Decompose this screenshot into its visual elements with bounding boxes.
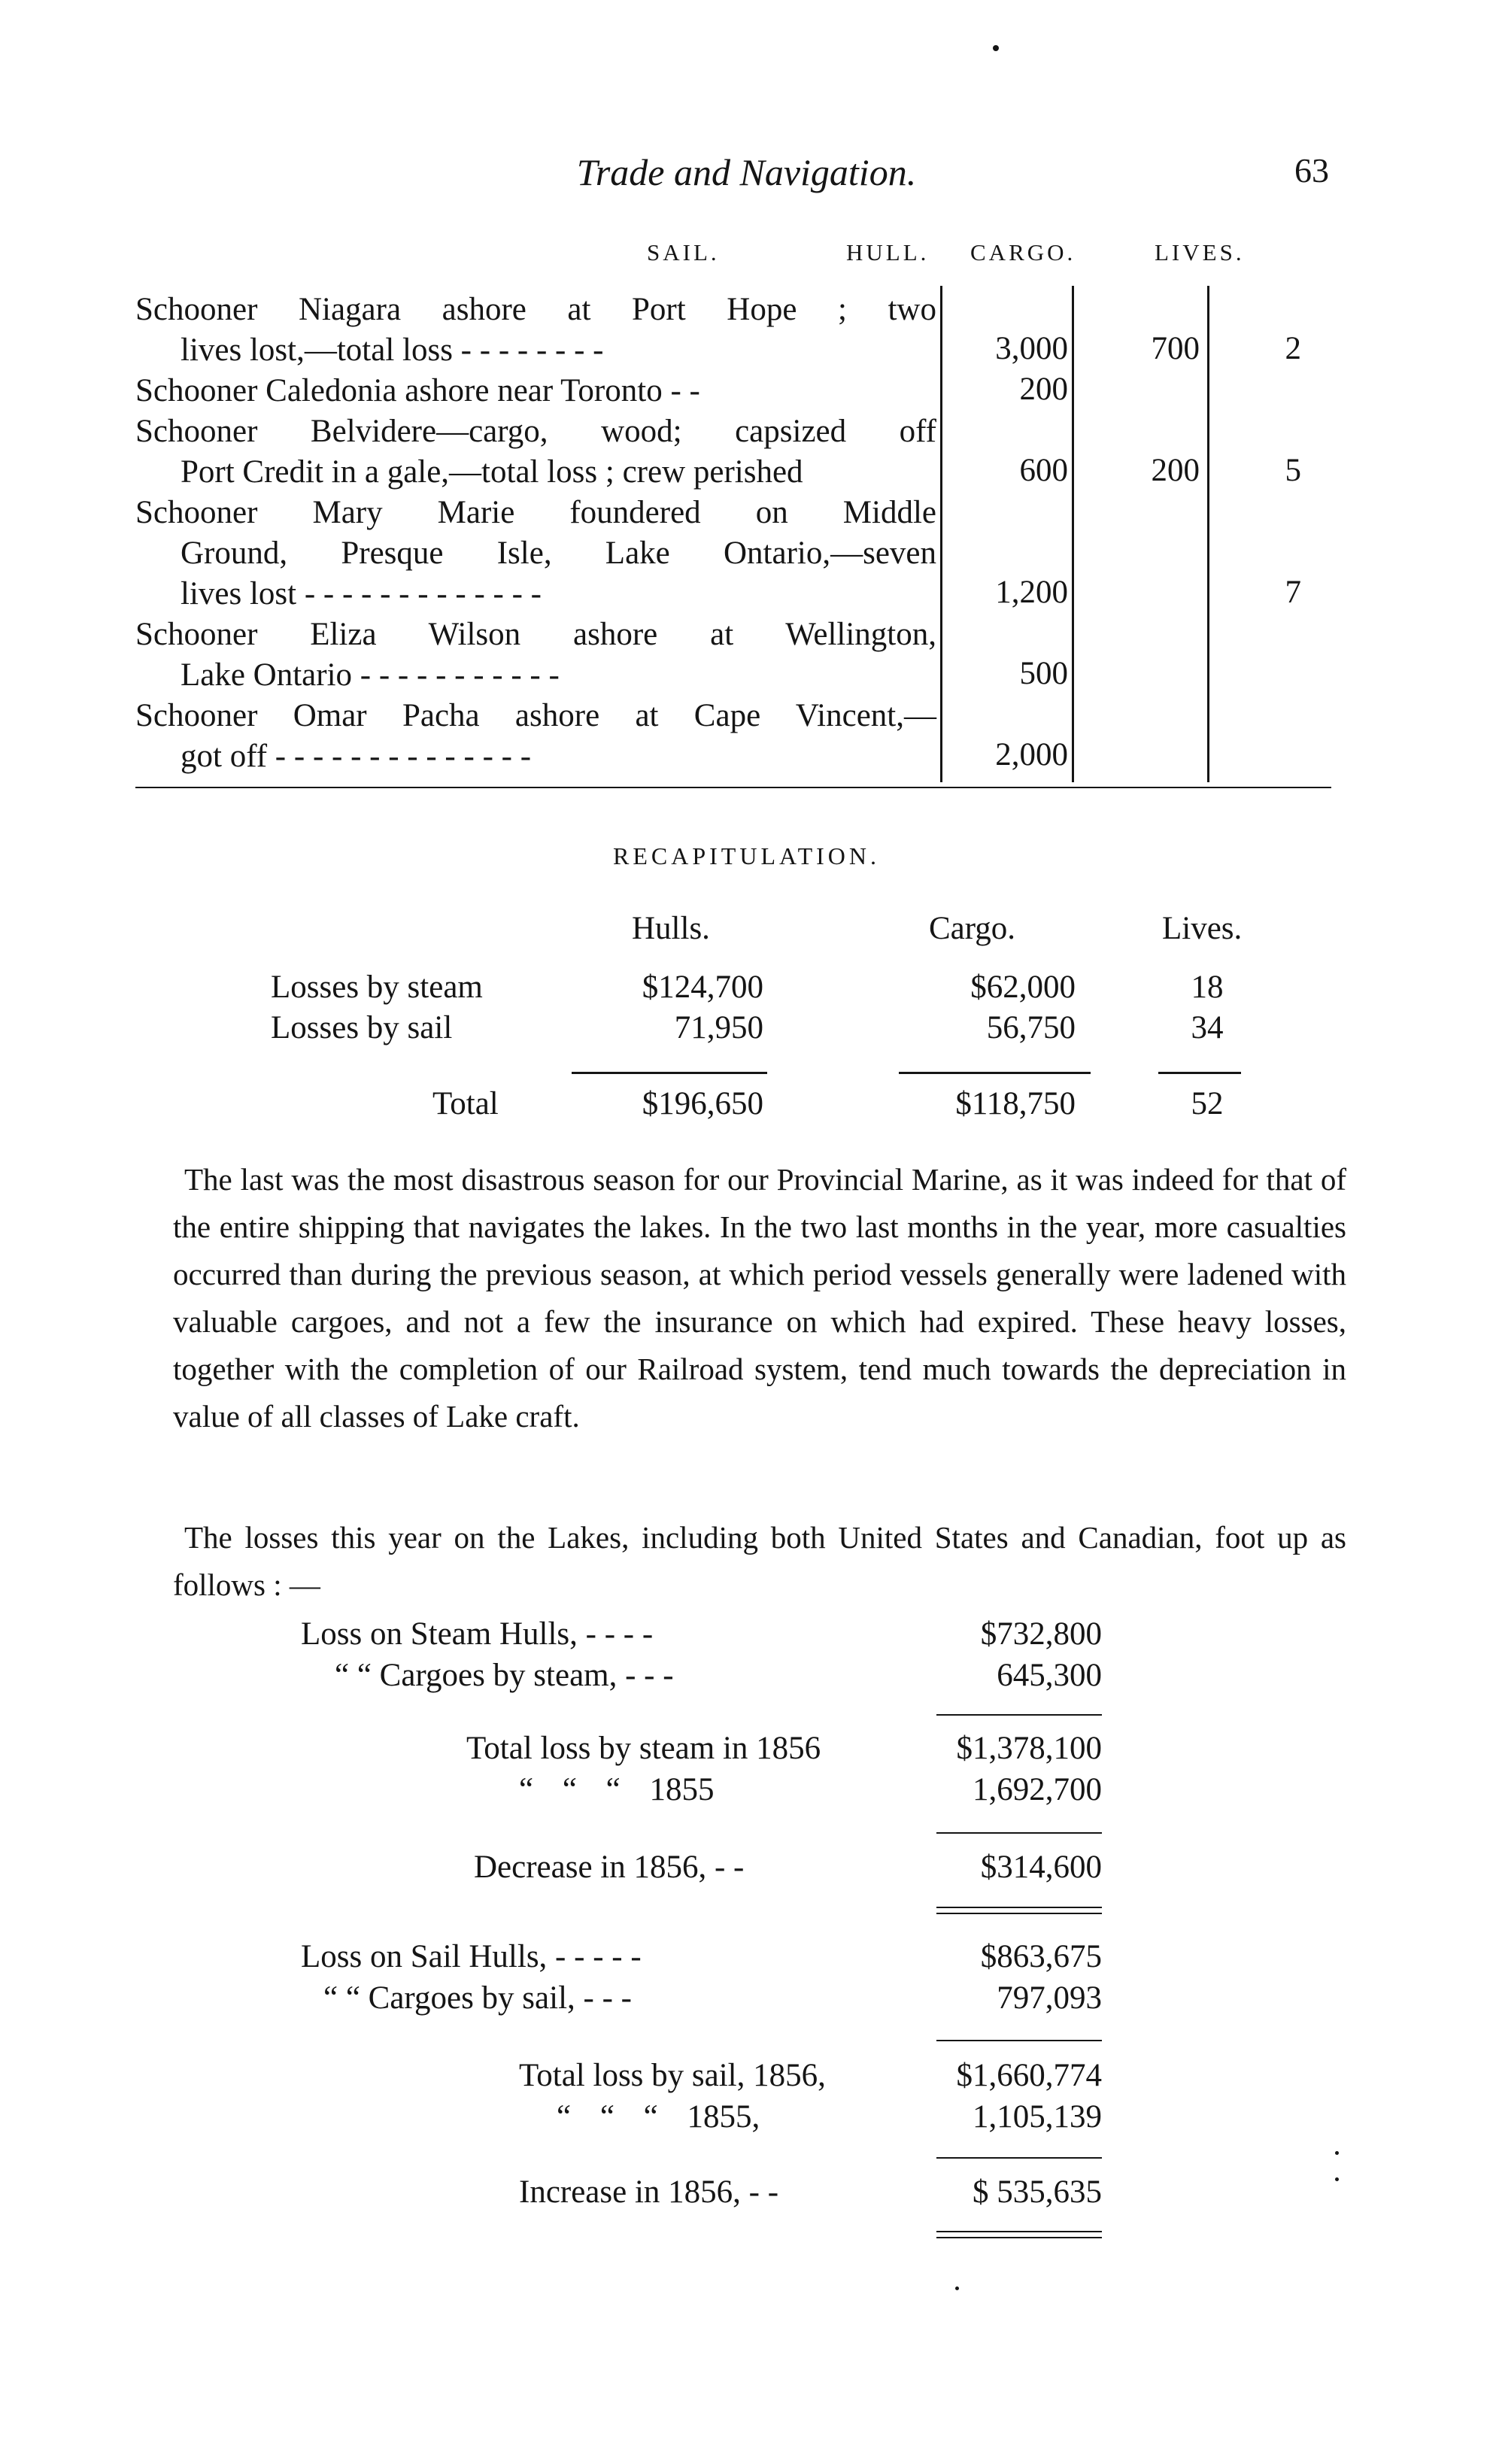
recap-total-label: Total — [432, 1086, 499, 1121]
page-running-title: Trade and Navigation. — [576, 151, 917, 193]
vessel-line: Schooner Belvidere—cargo, wood; capsized off — [135, 414, 936, 449]
summary-label: Loss on Steam Hulls, - - - - — [301, 1616, 654, 1652]
summary-label: “ “ “ 1855 — [519, 1772, 715, 1807]
hull-value: 3,000 — [995, 331, 1068, 366]
summary-value: $ 535,635 — [973, 2174, 1102, 2210]
summary-label: Increase in 1856, - - — [519, 2174, 779, 2210]
print-speck — [955, 2286, 959, 2290]
recap-header-cargo: Cargo. — [929, 911, 1016, 946]
summary-rule — [936, 1832, 1102, 1834]
vessel-entry-eliza-wilson — [135, 614, 936, 696]
hull-value: 500 — [1019, 656, 1068, 691]
summary-value: 645,300 — [997, 1658, 1102, 1693]
hull-value: 200 — [1019, 372, 1068, 407]
vessel-line: Port Credit in a gale,—total loss ; crew perished — [181, 454, 803, 490]
hull-value: 1,200 — [995, 575, 1068, 610]
summary-double-rule — [936, 1913, 1102, 1914]
recap-hulls-value: $124,700 — [642, 970, 763, 1005]
vessel-entry-caledonia — [135, 371, 936, 411]
summary-label: “ “ Cargoes by steam, - - - — [335, 1658, 674, 1693]
vessel-line: Schooner Caledonia ashore near Toronto - - — [135, 373, 700, 408]
vessel-line: Schooner Mary Marie foundered on Middle — [135, 495, 936, 530]
recap-header-hulls: Hulls. — [632, 911, 710, 946]
table-rule-right — [1207, 286, 1209, 782]
summary-value: $863,675 — [980, 1939, 1102, 1974]
summary-label: “ “ Cargoes by sail, - - - — [323, 1980, 632, 2016]
vessel-line: Schooner Omar Pacha ashore at Cape Vincent,— — [135, 698, 936, 733]
recap-lives-value: 18 — [1191, 970, 1224, 1005]
body-paragraph: The last was the most disastrous season for our Provincial Marine, as it was indeed for that of the entire shipping that navigates the lakes. In the two last months in the year, more casualties occurred than during the previous season, at which period vessels generally were ladened with valuable cargoes, and not a few the insurance on which had expired. These heavy losses, together with the completion of our Railroad system, tend much towards the depreciation in value of all classes of Lake craft. — [173, 1162, 1346, 1434]
vessel-entry-niagara — [135, 290, 936, 371]
print-speck — [993, 45, 999, 51]
hull-value: 600 — [1019, 453, 1068, 488]
summary-rule — [936, 2157, 1102, 2159]
summary-value: $1,378,100 — [956, 1731, 1102, 1766]
cargo-value: 700 — [1151, 331, 1200, 366]
vessel-line: Schooner Niagara ashore at Port Hope ; two — [135, 292, 936, 327]
recap-total-hulls: $196,650 — [642, 1086, 763, 1121]
table-rule-middle — [1072, 286, 1074, 782]
recap-total-cargo: $118,750 — [955, 1086, 1076, 1121]
cargo-value: 200 — [1151, 453, 1200, 488]
vessel-line: lives lost,—total loss - - - - - - - - — [181, 332, 604, 368]
vessel-line: lives lost - - - - - - - - - - - - - — [181, 576, 542, 611]
summary-double-rule — [936, 1907, 1102, 1908]
lives-value: 2 — [1285, 331, 1301, 366]
summary-rule — [936, 1714, 1102, 1716]
vessel-entry-mary-marie — [135, 493, 936, 614]
table-rule-left — [940, 286, 942, 782]
vessel-entry-belvidere — [135, 411, 936, 493]
hull-value: 2,000 — [995, 737, 1068, 772]
recap-header-lives: Lives. — [1162, 911, 1243, 946]
summary-value: $732,800 — [980, 1616, 1102, 1652]
recap-rule — [572, 1072, 767, 1074]
summary-label: Total loss by steam in 1856 — [466, 1731, 821, 1766]
vessel-line: Ground, Presque Isle, Lake Ontario,—seven — [181, 536, 936, 571]
summary-label: Total loss by sail, 1856, — [519, 2058, 826, 2093]
lives-value: 5 — [1285, 453, 1301, 488]
summary-label: Loss on Sail Hulls, - - - - - — [301, 1939, 642, 1974]
summary-value: 1,692,700 — [973, 1772, 1102, 1807]
vessel-line: Schooner Eliza Wilson ashore at Wellington, — [135, 617, 936, 652]
recap-cargo-value: 56,750 — [986, 1010, 1076, 1045]
column-head-cargo: CARGO. — [970, 239, 1076, 266]
summary-double-rule — [936, 2231, 1102, 2232]
recap-row-label: Losses by sail — [271, 1010, 453, 1045]
recap-cargo-value: $62,000 — [970, 970, 1076, 1005]
summary-value: 797,093 — [997, 1980, 1102, 2016]
summary-double-rule — [936, 2237, 1102, 2238]
print-speck — [1335, 2177, 1339, 2181]
table-bottom-rule — [135, 787, 1331, 788]
summary-label: Decrease in 1856, - - — [474, 1850, 745, 1885]
summary-value: $1,660,774 — [956, 2058, 1102, 2093]
vessel-line: got off - - - - - - - - - - - - - - — [181, 739, 532, 774]
column-head-lives: LIVES. — [1155, 239, 1245, 266]
recap-rule — [1158, 1072, 1241, 1074]
recap-hulls-value: 71,950 — [674, 1010, 763, 1045]
recap-lives-value: 34 — [1191, 1010, 1224, 1045]
summary-value: 1,105,139 — [973, 2099, 1102, 2135]
recap-row-label: Losses by steam — [271, 970, 483, 1005]
recapitulation-title: RECAPITULATION. — [613, 842, 880, 869]
vessel-entry-omar-pacha — [135, 696, 936, 777]
body-paragraph: The losses this year on the Lakes, including both United States and Canadian, foot up as follows : — — [173, 1520, 1346, 1602]
summary-value: $314,600 — [980, 1850, 1102, 1885]
vessel-line: Lake Ontario - - - - - - - - - - - — [181, 657, 560, 693]
recap-rule — [899, 1072, 1091, 1074]
lives-value: 7 — [1285, 575, 1301, 610]
recap-total-lives: 52 — [1191, 1086, 1224, 1121]
column-head-hull: HULL. — [846, 239, 930, 266]
page-number: 63 — [1294, 151, 1329, 190]
print-speck — [1335, 2151, 1339, 2155]
sail-section-label: SAIL. — [647, 239, 720, 266]
summary-label: “ “ “ 1855, — [557, 2099, 760, 2135]
summary-rule — [936, 2040, 1102, 2041]
